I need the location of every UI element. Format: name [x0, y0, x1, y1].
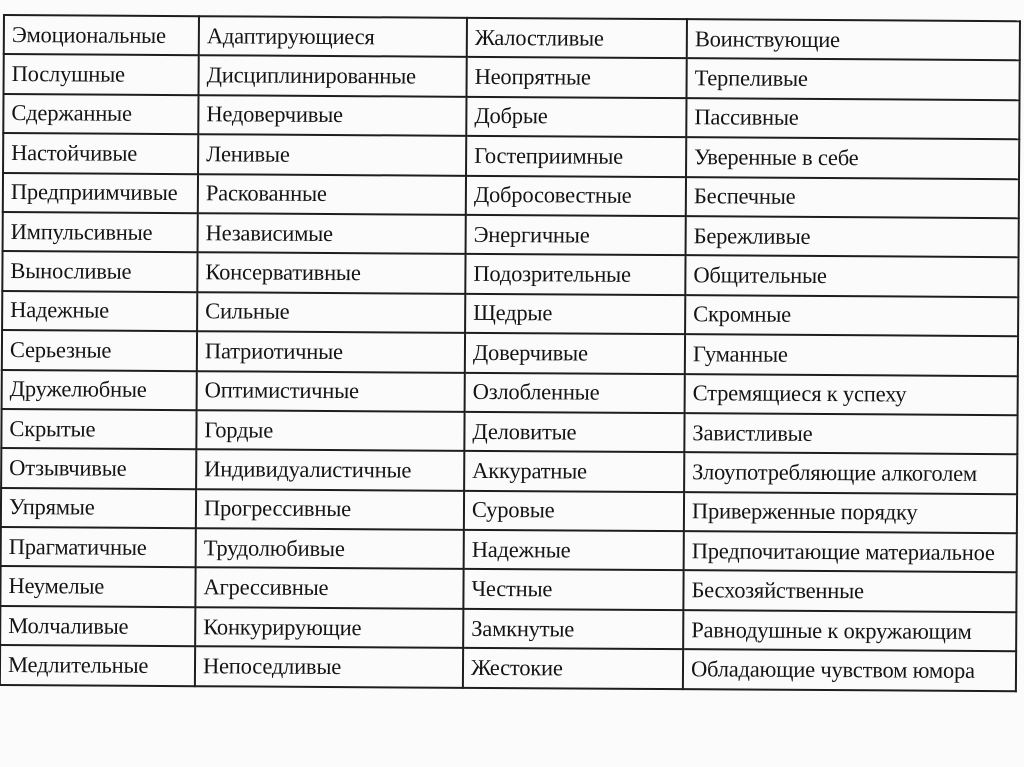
trait-word: Неопрятные	[474, 63, 591, 90]
trait-word: Неумелые	[8, 573, 105, 599]
trait-word: Бережливые	[693, 222, 811, 249]
trait-word: Прогрессивные	[203, 495, 352, 522]
table-cell	[467, 57, 687, 98]
trait-word: Обладающие чувством юмора	[690, 656, 975, 683]
table-cell	[687, 19, 1020, 60]
table-cell	[465, 372, 685, 413]
trait-word: Молчаливые	[8, 612, 129, 639]
trait-word: Адаптирующиеся	[206, 22, 375, 49]
trait-word: Терпеливые	[694, 65, 808, 91]
table-cell	[196, 449, 464, 490]
table-cell	[195, 568, 463, 609]
table-row	[3, 133, 1019, 179]
trait-word: Равнодушные к окружающим	[691, 616, 972, 644]
trait-word: Добрые	[474, 103, 548, 129]
trait-word: Импульсивные	[10, 218, 153, 245]
table-row	[1, 448, 1017, 494]
trait-word: Послушные	[11, 61, 125, 87]
trait-word: Доверчивые	[472, 339, 588, 366]
traits-table-wrapper	[0, 14, 1022, 692]
trait-word: Озлобленные	[472, 379, 600, 405]
table-cell	[1, 409, 196, 450]
table-cell	[466, 136, 686, 177]
table-cell	[467, 18, 687, 59]
table-cell	[196, 410, 464, 451]
table-cell	[464, 530, 684, 571]
table-cell	[465, 294, 685, 335]
table-cell	[463, 609, 683, 650]
trait-word: Консервативные	[205, 259, 361, 286]
table-cell	[3, 212, 198, 253]
table-cell	[466, 215, 686, 256]
trait-word: Честные	[471, 576, 553, 602]
trait-word: Скромные	[693, 301, 792, 328]
trait-word: Завистливые	[692, 419, 813, 446]
table-cell	[197, 371, 465, 412]
table-cell	[465, 254, 685, 295]
table-cell	[2, 370, 197, 411]
table-cell	[685, 256, 1018, 297]
table-cell	[464, 491, 684, 532]
trait-word: Жестокие	[470, 654, 563, 681]
trait-word: Приверженные порядку	[691, 498, 918, 525]
trait-word: Добросовестные	[473, 182, 632, 209]
table-cell	[684, 531, 1017, 572]
table-cell	[198, 213, 466, 254]
table-row	[2, 291, 1018, 337]
trait-word: Стремящиеся к успеху	[692, 380, 907, 407]
trait-word: Предпочитающие материальное	[691, 537, 995, 565]
trait-word: Жалостливые	[474, 24, 604, 51]
trait-word: Патриотичные	[204, 338, 343, 364]
trait-word: Замкнутые	[471, 615, 575, 642]
trait-word: Непоседливые	[202, 653, 342, 680]
table-cell	[686, 216, 1019, 257]
table-cell	[684, 413, 1017, 454]
table-cell	[0, 566, 195, 607]
table-cell	[684, 452, 1017, 493]
table-cell	[686, 177, 1019, 218]
trait-word: Энергичные	[473, 221, 590, 248]
trait-word: Надежные	[10, 297, 110, 324]
trait-word: Медлительные	[7, 651, 149, 678]
trait-word: Сильные	[205, 298, 290, 325]
trait-word: Недоверчивые	[206, 101, 343, 128]
table-row	[2, 251, 1018, 297]
table-row	[2, 330, 1018, 376]
trait-word: Уверенные в себе	[694, 144, 859, 171]
table-row	[4, 15, 1020, 61]
table-row	[0, 606, 1016, 652]
trait-word: Аккуратные	[472, 457, 587, 484]
trait-word: Бесхозяйственные	[691, 577, 864, 604]
table-cell	[198, 174, 466, 215]
table-cell	[465, 333, 685, 374]
table-cell	[1, 448, 196, 489]
table-cell	[466, 97, 686, 138]
table-cell	[198, 134, 466, 175]
table-row	[1, 409, 1017, 455]
table-cell	[197, 331, 465, 372]
table-cell	[685, 374, 1018, 415]
table-row	[1, 527, 1017, 573]
table-row	[0, 645, 1016, 691]
table-cell	[684, 492, 1017, 533]
trait-word: Гостеприимные	[474, 142, 624, 169]
trait-word: Отзывчивые	[9, 455, 127, 481]
trait-word: Сдержанные	[11, 100, 132, 127]
table-cell	[3, 94, 198, 135]
table-cell	[1, 488, 196, 529]
trait-word: Выносливые	[10, 258, 132, 284]
traits-table-body	[0, 15, 1020, 691]
trait-word: Агрессивные	[203, 574, 329, 601]
trait-word: Деловитые	[472, 418, 577, 445]
table-cell	[0, 606, 195, 647]
trait-word: Предприимчивые	[10, 179, 178, 206]
table-row	[3, 173, 1019, 219]
table-cell	[199, 16, 467, 57]
table-cell	[683, 610, 1016, 651]
table-cell	[0, 645, 195, 686]
table-row	[4, 54, 1020, 100]
trait-word: Ленивые	[206, 141, 290, 167]
table-cell	[685, 334, 1018, 375]
table-cell	[2, 291, 197, 332]
table-row	[3, 212, 1019, 258]
table-cell	[683, 571, 1016, 612]
table-row	[3, 94, 1019, 140]
table-cell	[4, 15, 199, 56]
trait-word: Подозрительные	[473, 260, 631, 287]
table-row	[1, 488, 1017, 534]
trait-word: Индивидуалистичные	[204, 456, 412, 483]
trait-word: Злоупотребляющие алкоголем	[692, 459, 978, 486]
trait-word: Суровые	[471, 497, 555, 523]
trait-word: Настойчивые	[11, 139, 138, 166]
trait-word: Скрытые	[9, 415, 96, 442]
trait-word: Раскованные	[205, 180, 327, 207]
trait-word: Надежные	[471, 536, 571, 563]
table-cell	[466, 175, 686, 216]
trait-word: Общительные	[693, 262, 827, 289]
table-cell	[199, 56, 467, 97]
trait-word: Гордые	[204, 416, 274, 443]
table-cell	[463, 648, 683, 689]
table-cell	[3, 133, 198, 174]
trait-word: Беспечные	[693, 183, 796, 210]
table-cell	[683, 649, 1016, 690]
table-row	[0, 566, 1016, 612]
trait-word: Серьезные	[9, 336, 112, 363]
trait-word: Дружелюбные	[9, 376, 147, 403]
table-cell	[464, 412, 684, 453]
table-cell	[463, 569, 683, 610]
table-cell	[685, 295, 1018, 336]
table-cell	[195, 607, 463, 648]
trait-word: Пассивные	[694, 104, 799, 131]
trait-word: Гуманные	[692, 341, 788, 367]
trait-word: Трудолюбивые	[203, 535, 345, 561]
trait-word: Щедрые	[473, 300, 553, 326]
table-cell	[1, 527, 196, 568]
trait-word: Упрямые	[8, 494, 95, 520]
traits-table	[0, 14, 1021, 692]
table-cell	[197, 253, 465, 294]
table-cell	[196, 528, 464, 569]
trait-word: Воинствующие	[694, 25, 840, 52]
table-cell	[197, 292, 465, 333]
table-cell	[4, 54, 199, 95]
table-row	[2, 370, 1018, 416]
table-cell	[198, 95, 466, 136]
trait-word: Прагматичные	[8, 533, 147, 560]
table-cell	[686, 137, 1019, 178]
table-cell	[2, 251, 197, 292]
table-cell	[686, 98, 1019, 139]
table-cell	[195, 646, 463, 687]
table-cell	[464, 451, 684, 492]
trait-word: Дисциплинированные	[206, 62, 416, 89]
trait-word: Конкурирующие	[203, 613, 362, 640]
trait-word: Эмоциональные	[11, 21, 166, 48]
trait-word: Независимые	[205, 219, 333, 246]
table-cell	[196, 489, 464, 530]
table-cell	[3, 173, 198, 214]
trait-word: Оптимистичные	[204, 377, 359, 404]
table-cell	[686, 59, 1019, 100]
table-cell	[2, 330, 197, 371]
